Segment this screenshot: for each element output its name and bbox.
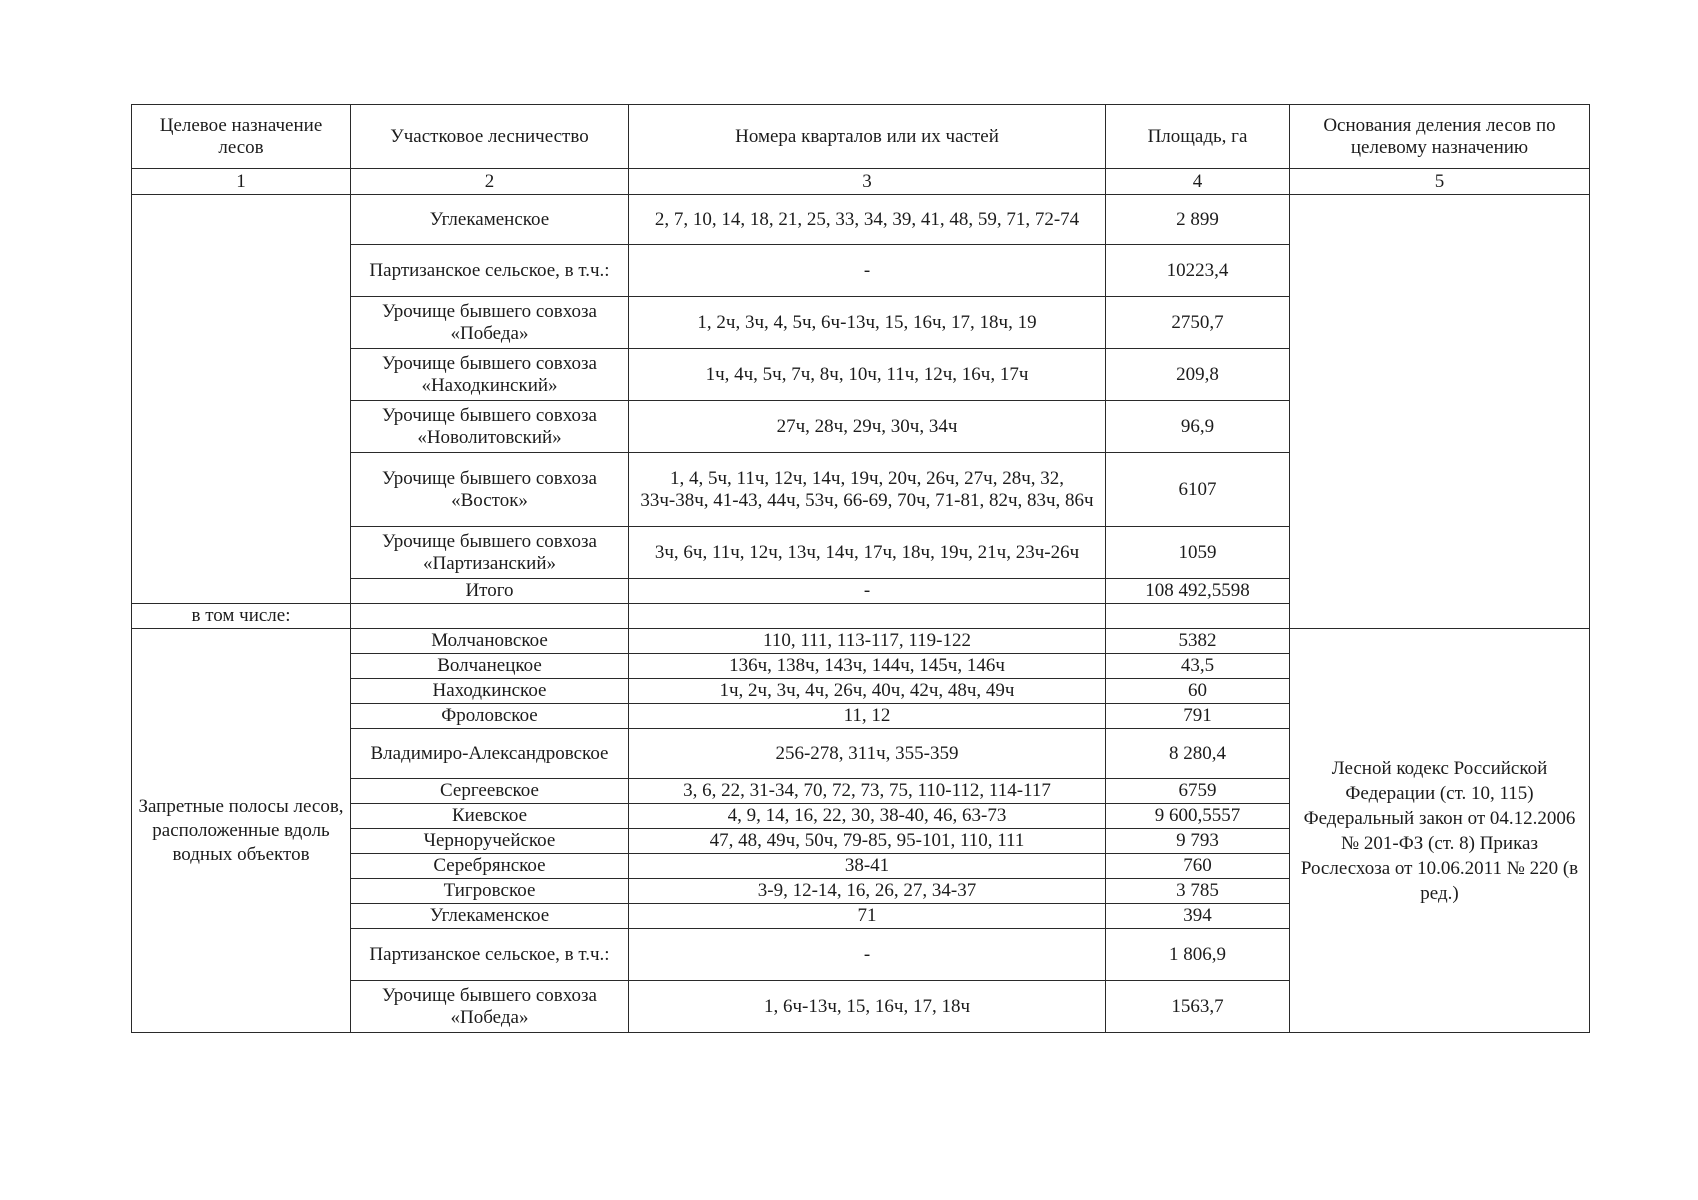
forest-division-table xyxy=(131,104,1590,1033)
forestry-cell: Фроловское xyxy=(351,704,629,729)
area-cell: 791 xyxy=(1106,704,1290,729)
area-cell: 10223,4 xyxy=(1106,245,1290,297)
area-cell: 1059 xyxy=(1106,527,1290,579)
quarters-cell: 1ч, 4ч, 5ч, 7ч, 8ч, 10ч, 11ч, 12ч, 16ч, 17ч xyxy=(629,349,1106,401)
forestry-cell: Углекаменское xyxy=(351,195,629,245)
area-cell: 2 899 xyxy=(1106,195,1290,245)
forestry-cell: Находкинское xyxy=(351,679,629,704)
column-number: 3 xyxy=(629,169,1106,195)
quarters-cell: 27ч, 28ч, 29ч, 30ч, 34ч xyxy=(629,401,1106,453)
area-cell: 2750,7 xyxy=(1106,297,1290,349)
area-cell: 1 806,9 xyxy=(1106,929,1290,981)
header-area: Площадь, га xyxy=(1106,105,1290,169)
total-quarters: - xyxy=(629,579,1106,604)
forestry-cell: Владимиро-Александровское xyxy=(351,729,629,779)
quarters-cell: 136ч, 138ч, 143ч, 144ч, 145ч, 146ч xyxy=(629,654,1106,679)
table-row xyxy=(132,629,1590,654)
forestry-cell: Черноручейское xyxy=(351,829,629,854)
quarters-cell: 256-278, 311ч, 355-359 xyxy=(629,729,1106,779)
empty-cell xyxy=(1106,604,1290,629)
area-cell: 760 xyxy=(1106,854,1290,879)
basis-cell: Лесной кодекс Российской Федерации (ст. 10, 115) Федеральный закон от 04.12.2006 № 201-ФЗ (ст. 8) Приказ Рослесхоза от 10.06.2011 № 220 (в ред.) xyxy=(1290,629,1590,1033)
quarters-cell: 3ч, 6ч, 11ч, 12ч, 13ч, 14ч, 17ч, 18ч, 19ч, 21ч, 23ч-26ч xyxy=(629,527,1106,579)
forestry-cell: Серебрянское xyxy=(351,854,629,879)
header-quarters: Номера кварталов или их частей xyxy=(629,105,1106,169)
quarters-cell: 4, 9, 14, 16, 22, 30, 38-40, 46, 63-73 xyxy=(629,804,1106,829)
table-row xyxy=(132,195,1590,245)
area-cell: 5382 xyxy=(1106,629,1290,654)
column-number: 4 xyxy=(1106,169,1290,195)
quarters-cell: 1ч, 2ч, 3ч, 4ч, 26ч, 40ч, 42ч, 48ч, 49ч xyxy=(629,679,1106,704)
forestry-cell: Партизанское сельское, в т.ч.: xyxy=(351,929,629,981)
forestry-cell: Молчановское xyxy=(351,629,629,654)
empty-cell xyxy=(351,604,629,629)
header-basis: Основания деления лесов по целевому назначению xyxy=(1290,105,1590,169)
quarters-cell: 2, 7, 10, 14, 18, 21, 25, 33, 34, 39, 41, 48, 59, 71, 72-74 xyxy=(629,195,1106,245)
area-cell: 9 600,5557 xyxy=(1106,804,1290,829)
area-cell: 60 xyxy=(1106,679,1290,704)
column-number: 2 xyxy=(351,169,629,195)
forestry-cell: Урочище бывшего совхоза «Партизанский» xyxy=(351,527,629,579)
forestry-cell: Углекаменское xyxy=(351,904,629,929)
area-cell: 1563,7 xyxy=(1106,981,1290,1033)
quarters-cell: 38-41 xyxy=(629,854,1106,879)
quarters-cell: 1, 6ч-13ч, 15, 16ч, 17, 18ч xyxy=(629,981,1106,1033)
quarters-cell: 1, 2ч, 3ч, 4, 5ч, 6ч-13ч, 15, 16ч, 17, 18ч, 19 xyxy=(629,297,1106,349)
area-cell: 209,8 xyxy=(1106,349,1290,401)
column-number-row xyxy=(132,169,1590,195)
area-cell: 3 785 xyxy=(1106,879,1290,904)
area-cell: 6759 xyxy=(1106,779,1290,804)
total-label: Итого xyxy=(351,579,629,604)
header-row xyxy=(132,105,1590,169)
purpose-cell: Запретные полосы лесов, расположенные вдоль водных объектов xyxy=(132,629,351,1033)
forestry-cell: Партизанское сельское, в т.ч.: xyxy=(351,245,629,297)
area-cell: 96,9 xyxy=(1106,401,1290,453)
quarters-cell: 71 xyxy=(629,904,1106,929)
forestry-cell: Урочище бывшего совхоза «Находкинский» xyxy=(351,349,629,401)
area-cell: 394 xyxy=(1106,904,1290,929)
forestry-cell: Урочище бывшего совхоза «Победа» xyxy=(351,297,629,349)
area-cell: 43,5 xyxy=(1106,654,1290,679)
forestry-cell: Тигровское xyxy=(351,879,629,904)
forestry-cell: Урочище бывшего совхоза «Победа» xyxy=(351,981,629,1033)
quarters-cell: 110, 111, 113-117, 119-122 xyxy=(629,629,1106,654)
quarters-cell: 11, 12 xyxy=(629,704,1106,729)
basis-cell-empty xyxy=(1290,195,1590,629)
empty-cell xyxy=(629,604,1106,629)
header-purpose: Целевое назначение лесов xyxy=(132,105,351,169)
area-cell: 9 793 xyxy=(1106,829,1290,854)
quarters-cell: 3-9, 12-14, 16, 26, 27, 34-37 xyxy=(629,879,1106,904)
header-forestry: Участковое лесничество xyxy=(351,105,629,169)
quarters-cell: - xyxy=(629,929,1106,981)
column-number: 5 xyxy=(1290,169,1590,195)
area-cell: 8 280,4 xyxy=(1106,729,1290,779)
quarters-cell: 3, 6, 22, 31-34, 70, 72, 73, 75, 110-112, 114-117 xyxy=(629,779,1106,804)
total-area: 108 492,5598 xyxy=(1106,579,1290,604)
purpose-cell-empty xyxy=(132,195,351,604)
forestry-cell: Урочище бывшего совхоза «Восток» xyxy=(351,453,629,527)
forestry-cell: Урочище бывшего совхоза «Новолитовский» xyxy=(351,401,629,453)
quarters-cell: 47, 48, 49ч, 50ч, 79-85, 95-101, 110, 111 xyxy=(629,829,1106,854)
including-label: в том числе: xyxy=(132,604,351,629)
quarters-cell: 1, 4, 5ч, 11ч, 12ч, 14ч, 19ч, 20ч, 26ч, 27ч, 28ч, 32, 33ч-38ч, 41-43, 44ч, 53ч, 66-69, 70ч, 71-81, 82ч, 83ч, 86ч xyxy=(629,453,1106,527)
quarters-cell: - xyxy=(629,245,1106,297)
area-cell: 6107 xyxy=(1106,453,1290,527)
forestry-cell: Сергеевское xyxy=(351,779,629,804)
column-number: 1 xyxy=(132,169,351,195)
forestry-cell: Киевское xyxy=(351,804,629,829)
forestry-cell: Волчанецкое xyxy=(351,654,629,679)
